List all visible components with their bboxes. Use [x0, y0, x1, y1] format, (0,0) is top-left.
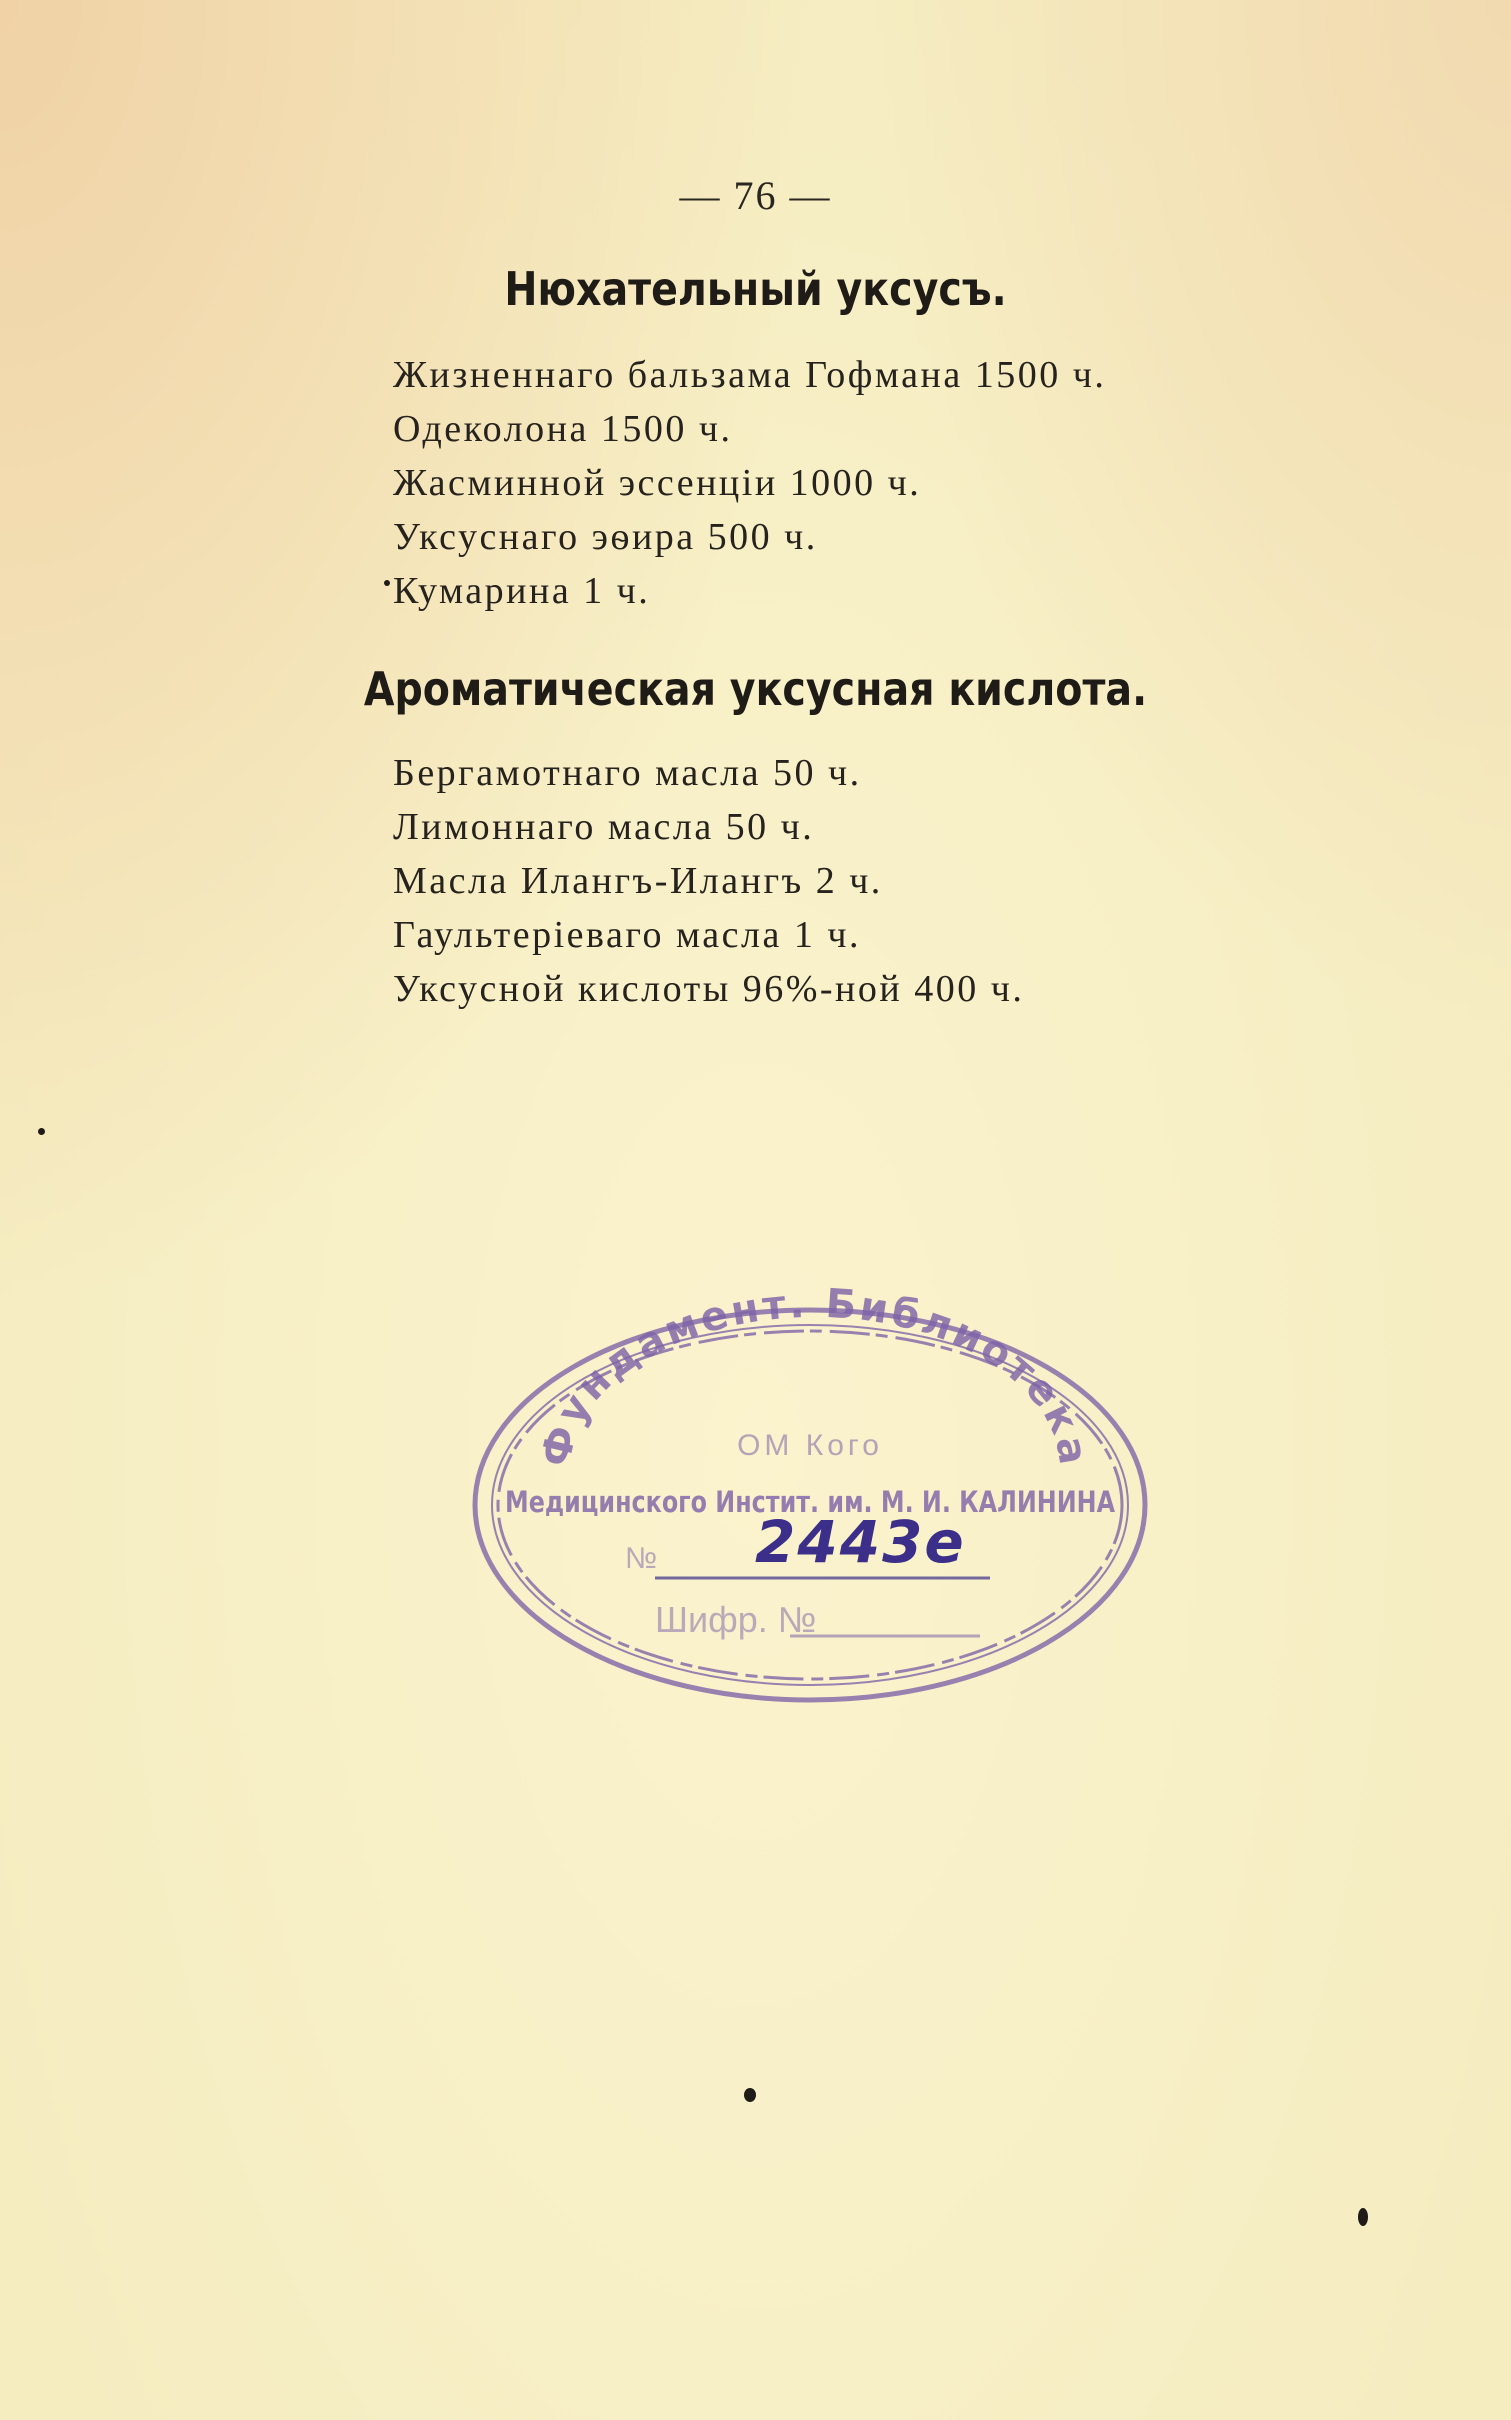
recipe-line: Уксуснаго эѳира 500 ч.	[393, 516, 818, 558]
recipe-line: Лимоннаго масла 50 ч.	[393, 806, 815, 848]
stamp-cipher-label: Шифр. №	[655, 1599, 817, 1640]
section-title-snuff-vinegar: Нюхательный уксусъ.	[504, 262, 1007, 316]
stamp-handwritten-number: 2443е	[755, 1508, 966, 1576]
recipe-list-aromatic-acid	[393, 746, 1024, 1016]
page-number: — 76 —	[679, 173, 832, 218]
ink-speck	[744, 2088, 756, 2102]
recipe-line: Кумарина 1 ч.	[393, 570, 651, 612]
recipe-line: Жасминной эссенціи 1000 ч.	[393, 462, 922, 504]
ink-speck	[384, 580, 390, 586]
recipe-line: Гаультеріеваго масла 1 ч.	[393, 914, 861, 956]
section-title-aromatic-acid: Ароматическая уксусная кислота.	[363, 662, 1148, 716]
recipe-line: Одеколона 1500 ч.	[393, 408, 733, 450]
recipe-line: Масла Илангъ-Илангъ 2 ч.	[393, 860, 883, 902]
ink-speck	[1358, 2208, 1368, 2226]
recipe-line: Бергамотнаго масла 50 ч.	[393, 752, 862, 794]
stamp-line-2: Медицинского Инстит. им. М. И. КАЛИНИНА	[505, 1485, 1116, 1519]
stamp-number-label: №	[625, 1542, 658, 1575]
recipe-list-snuff-vinegar	[393, 348, 1106, 618]
stamp-top-arc: Фундамент. Библиотека	[532, 1280, 1097, 1471]
library-stamp	[460, 1280, 1160, 1720]
recipe-line: Жизненнаго бальзама Гофмана 1500 ч.	[393, 354, 1107, 396]
ink-speck	[38, 1128, 45, 1135]
stamp-line-1: ОМ Кого	[737, 1429, 883, 1462]
recipe-line: Уксусной кислоты 96%-ной 400 ч.	[393, 968, 1025, 1010]
